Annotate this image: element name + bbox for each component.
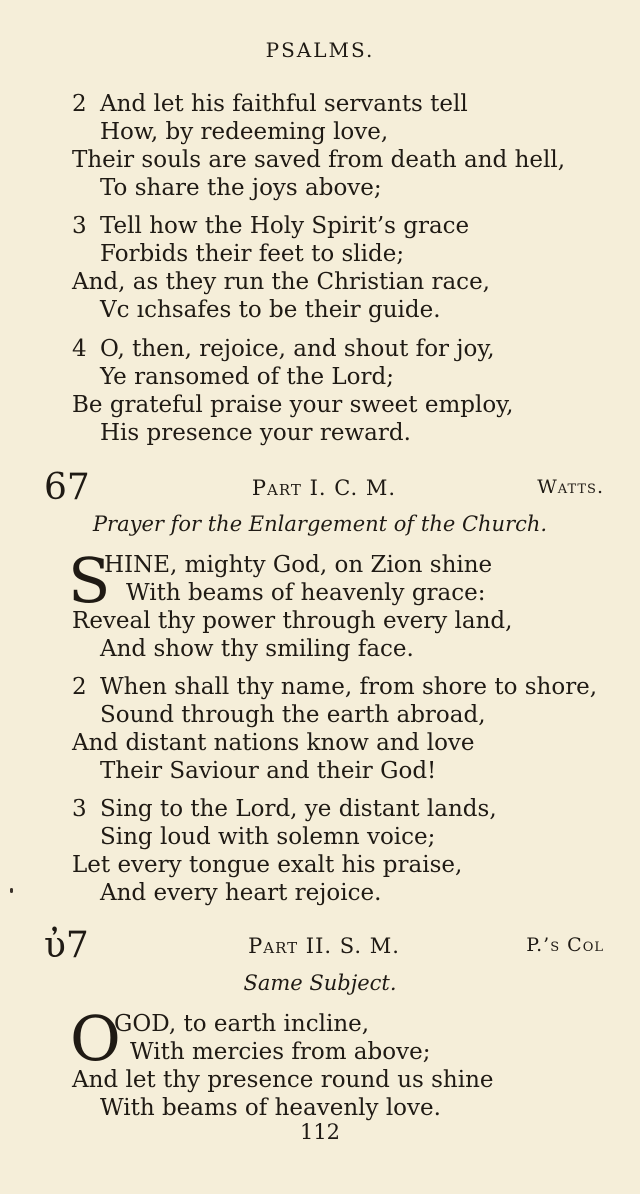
stanza-number: 3 [72,213,87,239]
stanza-line: His presence your reward. [100,420,411,446]
stanza-line: With mercies from above; [130,1039,431,1065]
stanza-line: Ye ransomed of the Lord; [100,364,394,390]
stanza-line: 3 Sing to the Lord, ye distant lands, [72,796,497,822]
stanza-line: Sing loud with solemn voice; [100,824,436,850]
hymn-header [44,925,604,968]
stanza-line: Their Saviour and their God! [100,758,437,784]
stanza-line: 2 And let his faithful servants tell [72,91,468,117]
hymn-author: P.’s Col [526,934,604,956]
stanza-line: To share the joys above; [100,175,382,201]
stanza-number: 2 [72,674,87,700]
stanza-line: 3 Tell how the Holy Spirit’s grace [72,213,470,239]
stanza-number: 2 [72,91,87,117]
stanza-line: Forbids their feet to slide; [100,241,405,267]
stanza-line: 2 When shall thy name, from shore to shore, [72,674,598,700]
stanza-line: Reveal thy power through every land, [72,608,513,634]
hymn-meter: Part I. C. M. [251,476,397,500]
drop-cap: S [68,544,111,617]
stanza-line: With beams of heavenly love. [100,1095,441,1121]
stanza-line: And, as they run the Christian race, [72,269,490,295]
margin-mark [10,888,13,893]
drop-cap: O [70,1002,121,1075]
stanza-number: 3 [72,796,87,822]
stanza-line: 4 O, then, rejoice, and shout for joy, [72,336,495,362]
hymn-number: ὐ7 [44,925,89,966]
stanza-line: GOD, to earth incline, [114,1011,370,1037]
stanza-line: And distant nations know and love [72,730,475,756]
hymn-subtitle: Same Subject. [243,971,397,995]
hymn-author: Watts. [537,476,604,498]
hymn-meter: Part II. S. M. [248,934,400,958]
stanza-line: Let every tongue exalt his praise, [72,852,463,878]
page-number: 112 [299,1120,341,1144]
hymn-number: 67 [44,467,90,508]
stanza-line: Be grateful praise your sweet employ, [72,392,514,418]
hymn-subtitle: Prayer for the Enlargement of the Church. [92,512,548,536]
stanza-line: HINE, mighty God, on Zion shine [104,552,493,578]
stanza-line: Vc ıchsafes to be their guide. [100,297,441,323]
hymn-header [44,467,604,510]
stanza-number: 4 [72,336,87,362]
stanza-line: And show thy smiling face. [100,636,414,662]
stanza-line: And every heart rejoice. [100,880,382,906]
stanza-line: Sound through the earth abroad, [100,702,486,728]
stanza-line: With beams of heavenly grace: [126,580,486,606]
stanza-line: And let thy presence round us shine [72,1067,494,1093]
stanza-line: Their souls are saved from death and hell, [72,147,566,173]
stanza-line: How, by redeeming love, [100,119,389,145]
running-head: PSALMS. [265,38,375,62]
